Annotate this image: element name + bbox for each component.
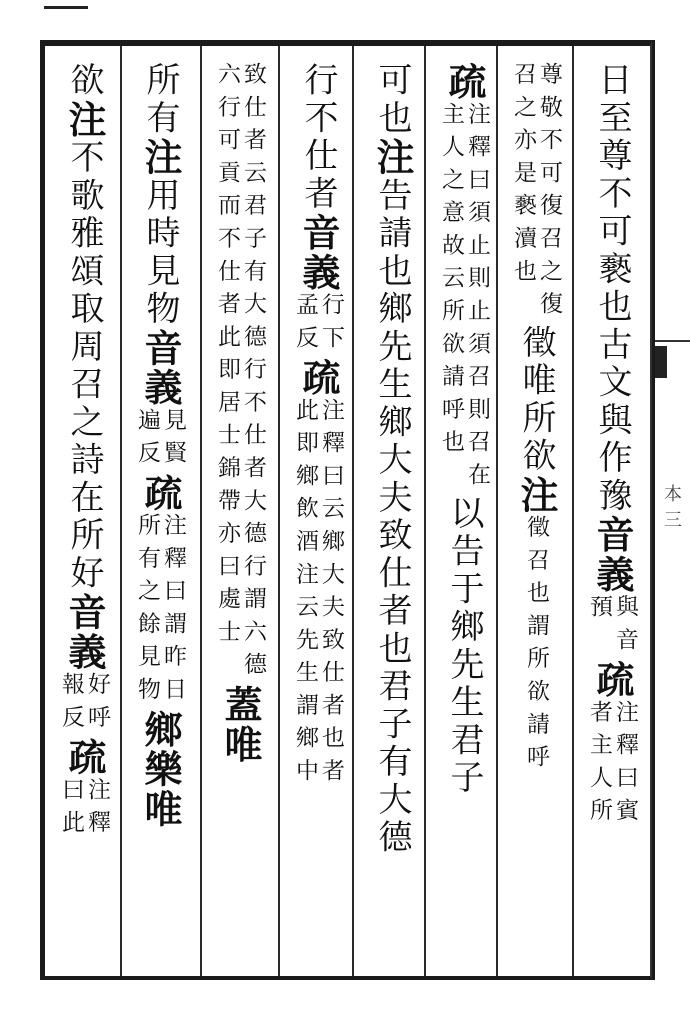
main-text: 用時見物 xyxy=(140,177,180,329)
text-column xyxy=(282,62,354,962)
annotation-line: 報反 xyxy=(58,671,84,738)
annotation-block xyxy=(214,62,266,685)
text-column xyxy=(124,62,196,962)
section-marker: 音義 xyxy=(590,514,635,595)
section-marker: 音義 xyxy=(62,592,107,672)
section-marker: 疏 xyxy=(296,358,341,398)
annotation-line: 遍反 xyxy=(134,407,160,474)
main-text: 可也 xyxy=(372,62,412,138)
main-text: 所有 xyxy=(140,62,180,138)
main-text: 欲 xyxy=(64,62,104,100)
section-marker: 注 xyxy=(138,137,183,178)
section-marker: 鄉樂唯 xyxy=(138,709,183,829)
annotation-line: 預 xyxy=(586,594,612,628)
top-margin-mark xyxy=(44,6,88,9)
fishtail-mark xyxy=(655,346,667,378)
annotation-block xyxy=(510,62,562,324)
annotation-line: 主人之意故云所欲請呼也 xyxy=(438,101,464,463)
annotation-line: 見賢 xyxy=(160,407,186,474)
text-column xyxy=(356,62,428,962)
annotation-line: 召之亦是褻瀆也 xyxy=(510,62,536,292)
section-marker: 注 xyxy=(514,475,559,515)
main-text: 不歌雅頌取周召之詩在所好 xyxy=(64,139,104,593)
column-divider xyxy=(572,46,574,976)
section-marker: 注 xyxy=(370,137,415,178)
annotation-line: 所有之餘見物 xyxy=(134,512,160,710)
annotation-line: 此即鄉飲酒注云先生謂鄉中 xyxy=(292,397,318,792)
section-marker: 疏 xyxy=(442,62,487,102)
annotation-line: 六行可貢而不仕者此即居士錦帶亦曰處士 xyxy=(214,62,240,653)
annotation-block xyxy=(292,398,344,791)
text-column xyxy=(428,62,500,962)
annotation-line: 注釋曰須止則止須召則召在 xyxy=(464,101,490,496)
annotation-block xyxy=(58,777,110,843)
annotation-block xyxy=(58,672,110,738)
annotation-line: 注釋 xyxy=(84,777,110,843)
main-text: 以告于鄉先生君子 xyxy=(444,495,484,798)
section-marker: 疏 xyxy=(62,737,107,778)
section-marker: 音義 xyxy=(138,328,183,408)
section-marker: 注 xyxy=(62,99,107,140)
section-marker: 疏 xyxy=(138,473,183,513)
annotation-line: 與音 xyxy=(612,594,638,661)
annotation-line: 注釋曰云鄉大夫致仕者也者 xyxy=(318,397,344,792)
annotation-block xyxy=(134,513,186,710)
column-divider xyxy=(120,46,122,976)
annotation-block xyxy=(438,102,490,495)
annotation-line: 好呼 xyxy=(84,671,110,738)
column-divider xyxy=(200,46,202,976)
annotation-block xyxy=(586,700,638,831)
main-text: 徵唯所欲 xyxy=(516,324,556,476)
section-marker: 蓋唯 xyxy=(218,684,263,765)
annotation-line: 者主人所 xyxy=(586,699,612,831)
section-marker: 音義 xyxy=(296,212,341,293)
annotation-line: 致仕者云君子有大德行不仕者大德行謂六德 xyxy=(240,62,266,685)
annotation-block xyxy=(586,594,638,660)
text-column xyxy=(500,62,572,962)
main-text: 告請也鄉先生鄉大夫致仕者也君子有大德 xyxy=(372,177,412,857)
fold-crossline xyxy=(655,340,690,342)
column-divider xyxy=(278,46,280,976)
text-column xyxy=(48,62,120,962)
fold-line xyxy=(652,40,655,980)
annotation-block xyxy=(292,292,344,358)
annotation-line: 尊敬不可復召之復 xyxy=(536,62,562,325)
annotation-line: 行下 xyxy=(318,292,344,359)
text-column xyxy=(576,62,648,962)
text-column xyxy=(204,62,276,962)
main-text: 日至尊不可褻也古文與作豫 xyxy=(592,62,632,515)
main-text: 徵召也謂所欲請呼 xyxy=(523,514,549,778)
section-marker: 疏 xyxy=(590,660,635,700)
margin-glyph: 本三 xyxy=(664,484,682,531)
annotation-block xyxy=(134,408,186,474)
annotation-line: 孟反 xyxy=(292,292,318,359)
annotation-line: 曰此 xyxy=(58,777,84,843)
annotation-line: 注釋曰謂昨日 xyxy=(160,512,186,710)
page-fold-edge xyxy=(652,40,690,980)
annotation-line: 注釋曰賓 xyxy=(612,699,638,831)
main-text: 行不仕者 xyxy=(298,62,338,213)
